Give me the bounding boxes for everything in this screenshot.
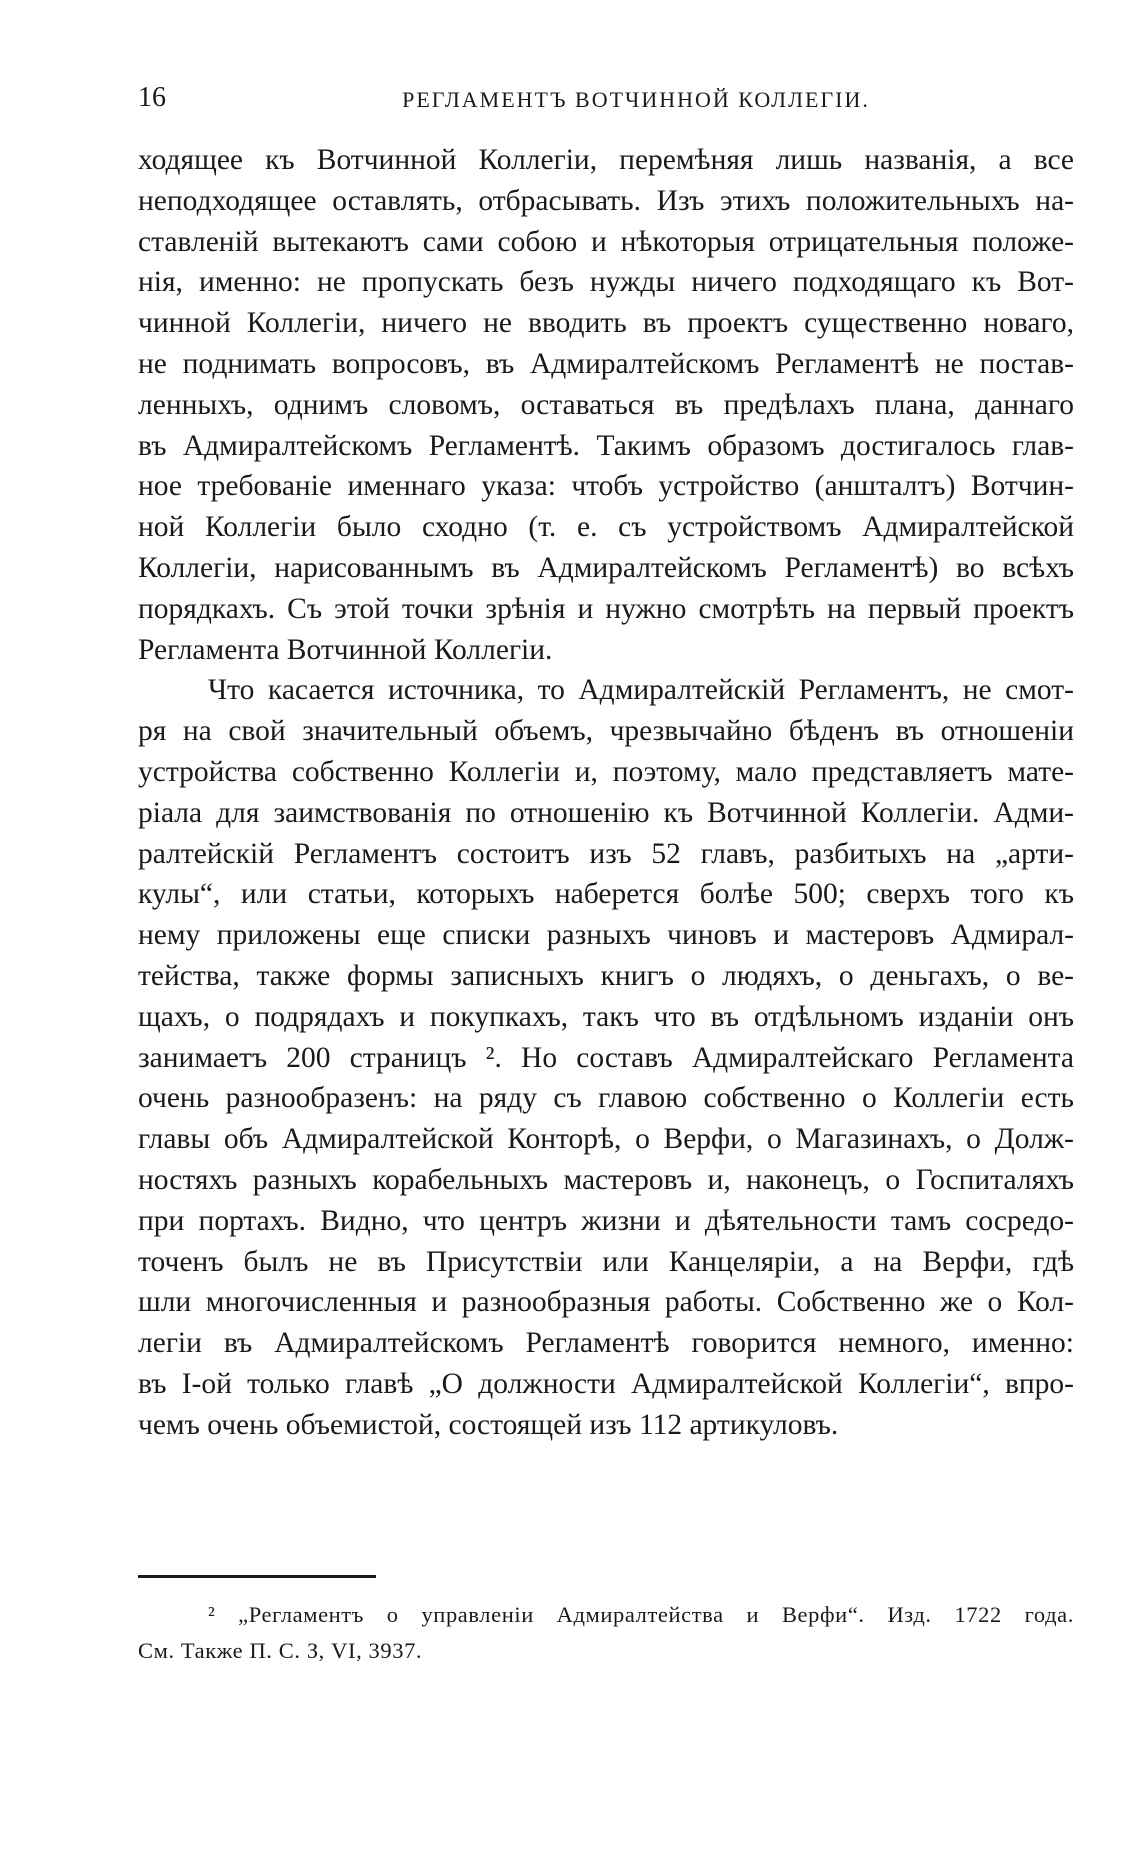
page-header bbox=[138, 78, 1074, 118]
text-line: ря на свой значительный объемъ, чрезвычайно бѣденъ въ отношеніи bbox=[138, 715, 1074, 748]
text-line: легіи въ Адмиралтейскомъ Регламентѣ говорится немного, именно: bbox=[138, 1327, 1074, 1360]
text-line: нія, именно: не пропускать безъ нужды ничего подходящаго къ Вот- bbox=[138, 266, 1074, 299]
text-line: ріала для заимствованія по отношенію къ Вотчинной Коллегіи. Адми- bbox=[138, 796, 1074, 829]
text-line: чемъ очень объемистой, состоящей изъ 112 артикуловъ. bbox=[138, 1408, 839, 1441]
text-line: ралтейскій Регламентъ состоитъ изъ 52 главъ, разбитыхъ на „арти- bbox=[138, 837, 1074, 870]
body-text bbox=[138, 140, 1074, 1446]
text-line: очень разнообразенъ: на ряду съ главою собственно о Коллегіи есть bbox=[138, 1082, 1074, 1115]
running-head: РЕГЛАМЕНТЪ ВОТЧИННОЙ КОЛЛЕГIИ. bbox=[402, 87, 870, 112]
text-line: Коллегіи, нарисованнымъ въ Адмиралтейскомъ Регламентѣ) во всѣхъ bbox=[138, 551, 1074, 584]
text-line: чинной Коллегіи, ничего не вводить въ проектъ существенно новаго, bbox=[138, 307, 1074, 340]
text-line: ной Коллегіи было сходно (т. е. съ устройствомъ Адмиралтейской bbox=[138, 511, 1074, 544]
footnote-line: ² „Регламентъ о управленіи Адмиралтейства и Верфи“. Изд. 1722 года. bbox=[208, 1602, 1074, 1627]
text-line: главы объ Адмиралтейской Конторѣ, о Верфи, о Магазинахъ, о Долж- bbox=[138, 1123, 1074, 1156]
text-line: неподходящее оставлять, отбрасывать. Изъ этихъ положительныхъ на- bbox=[138, 184, 1074, 217]
page-number: 16 bbox=[138, 82, 166, 113]
text-line: ностяхъ разныхъ корабельныхъ мастеровъ и, наконецъ, о Госпиталяхъ bbox=[138, 1163, 1074, 1196]
text-line: ленныхъ, однимъ словомъ, оставаться въ предѣлахъ плана, даннаго bbox=[138, 388, 1074, 421]
text-line: кулы“, или статьи, которыхъ наберется болѣе 500; сверхъ того къ bbox=[138, 878, 1074, 911]
footnote bbox=[138, 1597, 1074, 1669]
text-line: устройства собственно Коллегіи и, поэтому, мало представляетъ мате- bbox=[138, 755, 1074, 788]
footnote-rule bbox=[138, 1575, 376, 1578]
footnote-line: См. Также П. С. З, VI, 3937. bbox=[138, 1638, 423, 1663]
text-line: при портахъ. Видно, что центръ жизни и дѣятельности тамъ сосредо- bbox=[138, 1204, 1074, 1237]
text-line: въ Адмиралтейскомъ Регламентѣ. Такимъ образомъ достигалось глав- bbox=[138, 429, 1074, 462]
text-line: порядкахъ. Съ этой точки зрѣнія и нужно смотрѣть на первый проектъ bbox=[138, 592, 1074, 625]
text-line: Регламента Вотчинной Коллегіи. bbox=[138, 633, 553, 666]
text-line: шли многочисленныя и разнообразныя работы. Собственно же о Кол- bbox=[138, 1286, 1074, 1319]
text-line: точенъ былъ не въ Присутствіи или Канцеляріи, а на Верфи, гдѣ bbox=[138, 1245, 1074, 1278]
paragraph-1 bbox=[138, 140, 1074, 670]
text-line: ходящее къ Вотчинной Коллегіи, перемѣняя лишь названія, а все bbox=[138, 144, 1074, 176]
text-line: тейства, также формы записныхъ книгъ о людяхъ, о деньгахъ, о ве- bbox=[138, 959, 1074, 992]
paragraph-2 bbox=[138, 670, 1074, 1445]
text-line: нему приложены еще списки разныхъ чиновъ и мастеровъ Адмирал- bbox=[138, 919, 1074, 952]
text-line: Что касается источника, то Адмиралтейскій Регламентъ, не смот- bbox=[208, 674, 1074, 707]
text-line: щахъ, о подрядахъ и покупкахъ, такъ что въ отдѣльномъ изданіи онъ bbox=[138, 1000, 1074, 1033]
text-line: не поднимать вопросовъ, въ Адмиралтейскомъ Регламентѣ не постав- bbox=[138, 347, 1074, 380]
text-line: занимаетъ 200 страницъ ². Но составъ Адмиралтейскаго Регламента bbox=[138, 1041, 1074, 1074]
text-line: ставленій вытекаютъ сами собою и нѣкоторыя отрицательныя положе- bbox=[138, 225, 1074, 258]
text-line: ное требованіе именнаго указа: чтобъ устройство (аншталтъ) Вотчин- bbox=[138, 470, 1074, 503]
text-line: въ I-ой только главѣ „О должности Адмиралтейской Коллегіи“, впро- bbox=[138, 1367, 1074, 1400]
